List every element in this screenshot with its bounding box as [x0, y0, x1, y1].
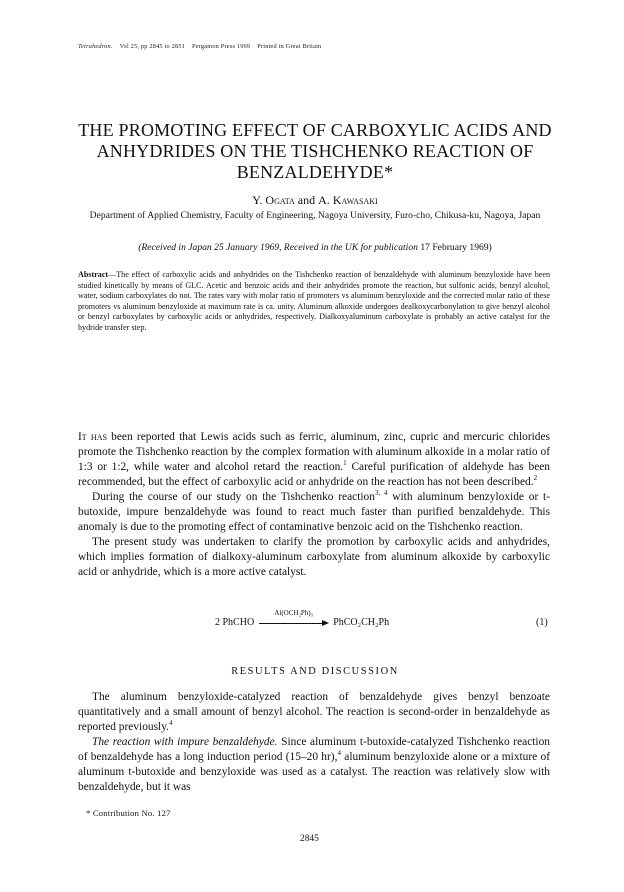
intro-paragraph-1 [78, 430, 550, 490]
section-heading: RESULTS AND DISCUSSION [231, 666, 399, 677]
results-paragraph-2 [78, 735, 550, 795]
intro-p1-text-a: been reported that Lewis acids such as ferric, aluminum, zinc, cupric and mercuric chlorides promote the Tishchenko reaction by the complex formation with aluminum alkoxide in a molar ratio of 1:3 or 1:2, while water and alcohol retard the reaction. [78, 431, 550, 473]
equation-number: (1) [536, 617, 548, 628]
affiliation: Department of Applied Chemistry, Faculty of Engineering, Nagoya University, Furo-cho, Chikusa-ku, Nagoya, Japan [89, 210, 541, 221]
received-part1: (Received in Japan 25 January 1969, Received in the UK for publication [138, 242, 418, 253]
page-number: 2845 [300, 834, 319, 844]
results-paragraph-1 [78, 690, 550, 735]
authors [60, 193, 570, 208]
journal-name: Tetrahedron. [78, 43, 113, 50]
footnote: * Contribution No. 127 [86, 808, 171, 818]
results-section [78, 690, 550, 795]
intro-p2-text-a: During the course of our study on the Tishchenko reaction [92, 491, 375, 503]
intro-lead: It has [78, 431, 107, 443]
equation-catalyst: Al(OCH₂Ph)₃ [274, 608, 314, 617]
abstract-text: —The effect of carboxylic acids and anhydrides on the Tishchenko reaction of benzaldehyde with aluminum benzyloxide have been studied kinetically by means of GLC. Acetic and benzoic acids and their anhydrides promote the reaction, but sulfonic acids, benzyl alcohol, water, sodium carboxylates do not. The rates vary with molar ratio of promoters vs aluminum benzyloxide and the corrected molar ratio of these promoters vs aluminum benzyloxide at maximum rate is ca. unity. Aluminum alkoxide undergoes dealkoxycarbonylation to give benzyl alcohol or benzyl carboxylates by carboxylic acids or anhydrides, respectively. Dialkoxyaluminum carboxylate is probably an active catalyst for the hydride transfer step. [78, 270, 550, 332]
journal-printed: Printed in Great Britain [257, 43, 322, 50]
author-1: Y. Ogata [252, 193, 295, 207]
results-p2-text-b: aluminum benzyloxide alone or a mixture of aluminum t-butoxide and benzyloxide was used as a catalyst. The reaction was relatively slow with benzaldehyde, but it was [78, 751, 551, 793]
intro-paragraph-2 [78, 490, 550, 535]
intro-paragraph-3: The present study was undertaken to clarify the promotion by carboxylic acids and anhydrides, which implies formation of dialkoxy-aluminum carboxylate from aluminum alkoxide by carboxylic acid or anhydride, which is a more active catalyst. [78, 536, 550, 578]
abstract [78, 270, 550, 334]
ref-3-4: 3, 4 [374, 489, 388, 498]
introduction [78, 430, 550, 580]
authors-conj: and [297, 193, 316, 207]
ref-4b: 4 [337, 749, 341, 758]
journal-volume: Vol 25, pp 2845 to 2851 [119, 43, 186, 50]
received-part2: 17 February [420, 242, 467, 253]
received-part3: 1969) [469, 242, 492, 253]
results-subheading: The reaction with impure benzaldehyde. [92, 736, 278, 748]
journal-header [78, 43, 321, 50]
ref-4: 4 [169, 719, 173, 728]
author-2: A. Kawasaki [318, 193, 378, 207]
received-dates [60, 242, 570, 253]
paper-title: THE PROMOTING EFFECT OF CARBOXYLIC ACIDS AND ANHYDRIDES ON THE TISHCHENKO REACTION OF BENZALDEHYDE* [78, 120, 552, 182]
ref-2: 2 [533, 474, 538, 483]
intro-p1-text-b: Careful purification of aldehyde has been recommended, but the effect of carboxylic acid or anhydride on the reaction has not been described. [78, 461, 550, 488]
intro-p2-text-b: with aluminum benzyloxide or t-butoxide, impure benzaldehyde was found to react much faster than purified benzaldehyde. This anomaly is due to the promoting effect of contaminative benzoic acid on the Tishchenko reaction. [78, 491, 551, 533]
equation-lhs: 2 PhCHO [215, 617, 255, 628]
reaction-arrow [259, 608, 329, 628]
results-p1-text: The aluminum benzyloxide-catalyzed reaction of benzaldehyde gives benzyl benzoate quantitatively and a small amount of benzyl alcohol. The reaction is second-order in benzaldehyde as reported previously. [78, 691, 550, 733]
abstract-label: Abstract [78, 270, 109, 279]
journal-publisher: Pergamon Press 1969 [192, 43, 251, 50]
ref-1: 1 [343, 459, 347, 468]
equation-1 [215, 608, 390, 628]
equation-rhs: PhCO₂CH₂Ph [333, 617, 390, 628]
results-p2-text-a: Since aluminum t-butoxide-catalyzed Tishchenko reaction of benzaldehyde has a long induction period (15–20 hr), [78, 736, 550, 763]
